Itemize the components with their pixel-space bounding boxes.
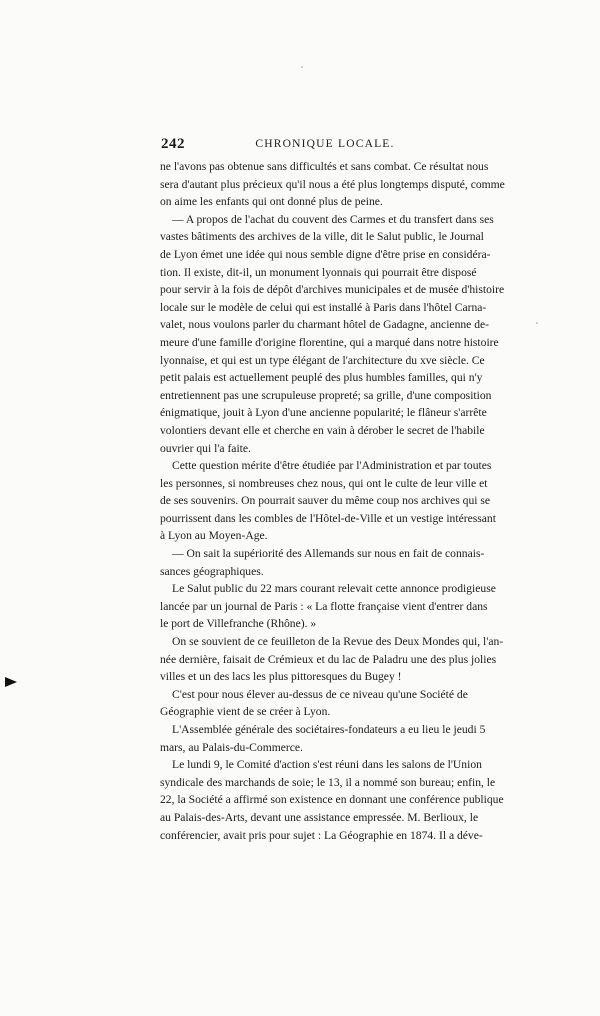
- text-line: 22, la Société a affirmé son existence en donnant une conférence publique: [160, 793, 504, 807]
- paragraph: [160, 756, 504, 844]
- text-line: entretiennent pas une scrupuleuse propreté; sa grille, d'une composition: [160, 388, 492, 402]
- text-line: pourrissent dans les combles de l'Hôtel-de-Ville et un vestige intéressant: [160, 511, 496, 525]
- text-line: volontiers devant elle et cherche en vain à dérober le secret de l'habile: [160, 423, 485, 437]
- paragraph: [160, 545, 485, 580]
- text-line: ouvrier qui l'a faite.: [160, 441, 251, 455]
- paragraph: [160, 686, 468, 721]
- page-header: [161, 136, 435, 156]
- text-line: au Palais-des-Arts, devant une assistance empressée. M. Berlioux, le: [160, 810, 479, 824]
- text-line: énigmatique, jouit à Lyon d'une ancienne popularité; le flâneur s'arrête: [160, 406, 487, 420]
- text-line: les personnes, si nombreuses chez nous, qui ont le culte de leur ville et: [160, 476, 488, 490]
- text-line: petit palais est actuellement peuplé des plus humbles familles, qui n'y: [160, 371, 483, 385]
- paragraph: [160, 580, 496, 633]
- text-line: pour servir à la fois de dépôt d'archives municipales et de musée d'histoire: [160, 283, 505, 297]
- text-line: syndicale des marchands de soie; le 13, il a nommé son bureau; enfin, le: [160, 775, 496, 789]
- text-line: à Lyon au Moyen-Age.: [160, 529, 268, 543]
- text-line: sances géographiques.: [160, 564, 264, 578]
- text-line: Cette question mérite d'être étudiée par l'Administration et par toutes: [172, 459, 492, 473]
- margin-arrow-mark-icon: [4, 676, 18, 688]
- text-line: conférencier, avait pris pour sujet : La Géographie en 1874. Il a déve-: [160, 828, 483, 842]
- paper-speck: [536, 322, 538, 324]
- text-line: mars, au Palais-du-Commerce.: [160, 740, 303, 754]
- text-line: Le Salut public du 22 mars courant relevait cette annonce prodigieuse: [172, 582, 496, 596]
- paper-speck: [301, 66, 303, 68]
- text-line: lancée par un journal de Paris : « La flotte française vient d'entrer dans: [160, 599, 488, 613]
- text-line: tion. Il existe, dit-il, un monument lyonnais qui pourrait être disposé: [160, 265, 477, 279]
- running-head: CHRONIQUE LOCALE.: [255, 138, 395, 150]
- paragraph: [160, 457, 496, 545]
- text-line: L'Assemblée générale des sociétaires-fondateurs a eu lieu le jeudi 5: [172, 723, 486, 736]
- text-line: Géographie vient de se créer à Lyon.: [160, 705, 331, 719]
- paragraph: [160, 633, 504, 686]
- text-line: de Lyon émet une idée qui nous semble digne d'être prise en considéra-: [160, 247, 491, 261]
- text-line: valet, nous voulons parler du charmant hôtel de Gadagne, ancienne de-: [160, 318, 490, 332]
- text-line: — A propos de l'achat du couvent des Carmes et du transfert dans ses: [172, 212, 494, 226]
- page-number: 242: [161, 136, 185, 152]
- text-line: lyonnaise, et qui est un type élégant de l'architecture du xve siècle. Ce: [160, 353, 485, 367]
- text-line: villes et un des lacs les plus pittoresques du Bugey !: [160, 670, 402, 684]
- text-line: — On sait la supériorité des Allemands sur nous en fait de connais-: [172, 547, 485, 561]
- text-line: C'est pour nous élever au-dessus de ce niveau qu'une Société de: [172, 687, 468, 701]
- paragraph: [160, 211, 505, 457]
- paragraph: [160, 721, 486, 756]
- text-line: le port de Villefranche (Rhône). »: [160, 617, 317, 631]
- text-line: sera d'autant plus précieux qu'il nous a été plus longtemps disputé, comme: [160, 177, 505, 191]
- text-line: on aime les enfants qui ont donné plus de peine.: [160, 195, 383, 209]
- text-line: On se souvient de ce feuilleton de la Revue des Deux Mondes qui, l'an-: [172, 635, 504, 649]
- paragraph: [160, 158, 505, 211]
- text-line: de ses souvenirs. On pourrait sauver du même coup nos archives qui se: [160, 494, 491, 508]
- text-line: née dernière, faisait de Crémieux et du lac de Paladru une des plus jolies: [160, 652, 497, 666]
- text-line: locale sur le modèle de celui qui est installé à Paris dans l'hôtel Carna-: [160, 300, 487, 314]
- text-line: meure d'une famille d'origine florentine, qui a marqué dans notre histoire: [160, 335, 499, 349]
- text-line: Le lundi 9, le Comité d'action s'est réuni dans les salons de l'Union: [172, 758, 482, 772]
- text-line: vastes bâtiments des archives de la ville, dit le Salut public, le Journal: [160, 230, 484, 244]
- text-line: ne l'avons pas obtenue sans difficultés et sans combat. Ce résultat nous: [160, 160, 489, 173]
- article-body: [160, 158, 505, 844]
